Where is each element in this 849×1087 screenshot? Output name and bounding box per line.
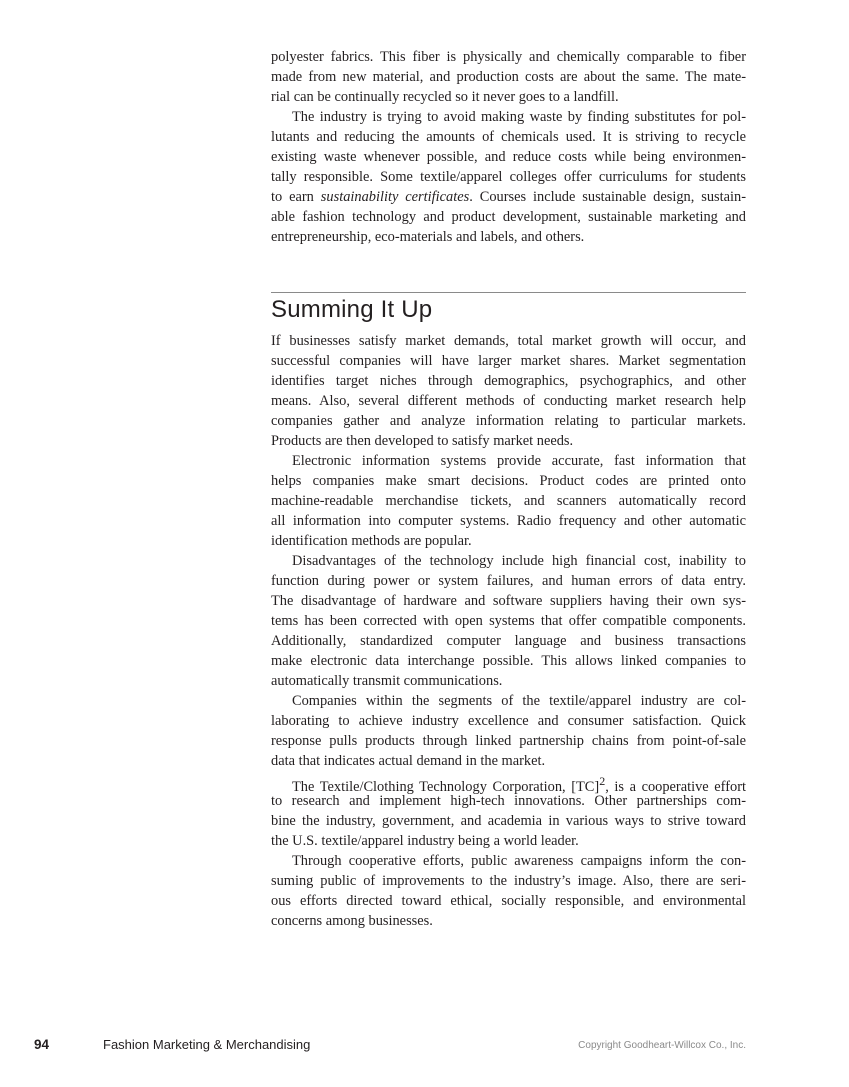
- text-line: all information into computer systems. Radio frequency and other automatic: [271, 513, 746, 529]
- paragraph: [271, 551, 746, 691]
- book-title: Fashion Marketing & Merchandising: [103, 1037, 311, 1052]
- text-line: suming public of improvements to the industry’s image. Also, there are seri-: [271, 873, 746, 889]
- text-line: to research and implement high-tech innovations. Other partnerships com-: [271, 793, 746, 809]
- text-line: data that indicates actual demand in the market.: [271, 753, 546, 769]
- paragraph: [271, 107, 746, 247]
- text-line: If businesses satisfy market demands, total market growth will occur, and: [271, 333, 746, 349]
- text-line: make electronic data interchange possible. This allows linked companies to: [271, 653, 746, 669]
- text-line: Additionally, standardized computer language and business transactions: [271, 633, 746, 649]
- text-line: tally responsible. Some textile/apparel colleges offer curriculums for students: [271, 169, 746, 185]
- text-line: the U.S. textile/apparel industry being a world leader.: [271, 833, 579, 849]
- text-line: machine-readable merchandise tickets, and scanners automatically record: [271, 493, 746, 509]
- text-line: existing waste whenever possible, and reduce costs while being environmen-: [271, 149, 746, 165]
- text-line: The Textile/Clothing Technology Corporation, [TC]$^2$, is a cooperative effort: [292, 774, 746, 795]
- text-line: companies gather and analyze information relating to particular markets.: [271, 413, 746, 429]
- text-line: rial can be continually recycled so it never goes to a landfill.: [271, 89, 619, 105]
- copyright-notice: Copyright Goodheart-Willcox Co., Inc.: [578, 1040, 746, 1051]
- text-line: tems has been corrected with open systems that offer compatible components.: [271, 613, 746, 629]
- paragraph: [271, 331, 746, 451]
- text-line: able fashion technology and product development, sustainable marketing and: [271, 209, 746, 225]
- text-line: lutants and reducing the amounts of chemicals used. It is striving to recycle: [271, 129, 746, 145]
- text-line: to earn sustainability certificates. Courses include sustainable design, sustain-: [271, 189, 746, 205]
- text-line: helps companies make smart decisions. Product codes are printed onto: [271, 473, 746, 489]
- page-number: 94: [34, 1037, 50, 1052]
- text-line: concerns among businesses.: [271, 913, 433, 929]
- body-text-top: [271, 47, 746, 247]
- text-line: means. Also, several different methods of conducting market research help: [271, 393, 746, 409]
- text-line: made from new material, and production costs are about the same. The mate-: [271, 69, 746, 85]
- paragraph: [271, 691, 746, 771]
- paragraph: [271, 47, 746, 107]
- text-line: automatically transmit communications.: [271, 673, 503, 689]
- text-line: Through cooperative efforts, public awareness campaigns inform the con-: [292, 853, 746, 869]
- text-line: response pulls products through linked partnership chains from point-of-sale: [271, 733, 746, 749]
- text-line: bine the industry, government, and academia in various ways to strive toward: [271, 813, 746, 829]
- text-line: laborating to achieve industry excellence and consumer satisfaction. Quick: [271, 713, 746, 729]
- text-line: Products are then developed to satisfy market needs.: [271, 433, 574, 449]
- paragraph: [271, 771, 746, 851]
- paragraph: [271, 851, 746, 931]
- text-line: identifies target niches through demographics, psychographics, and other: [271, 373, 746, 389]
- text-line: Disadvantages of the technology include high financial cost, inability to: [292, 553, 746, 569]
- text-line: Electronic information systems provide accurate, fast information that: [292, 453, 746, 469]
- section-divider: [271, 292, 746, 293]
- text-line: The industry is trying to avoid making waste by finding substitutes for pol-: [292, 109, 746, 125]
- text-line: Companies within the segments of the textile/apparel industry are col-: [292, 693, 746, 709]
- text-line: ous efforts directed toward ethical, socially responsible, and environmental: [271, 893, 746, 909]
- text-line: function during power or system failures, and human errors of data entry.: [271, 573, 746, 589]
- text-line: successful companies will have larger market shares. Market segmentation: [271, 353, 746, 369]
- paragraph: [271, 451, 746, 551]
- summary-body-text: [271, 331, 746, 931]
- text-line: The disadvantage of hardware and software suppliers having their own sys-: [271, 593, 746, 609]
- text-line: polyester fabrics. This fiber is physically and chemically comparable to fiber: [271, 49, 746, 65]
- section-heading: Summing It Up: [271, 296, 433, 323]
- text-line: identification methods are popular.: [271, 533, 472, 549]
- text-line: entrepreneurship, eco-materials and labels, and others.: [271, 229, 585, 245]
